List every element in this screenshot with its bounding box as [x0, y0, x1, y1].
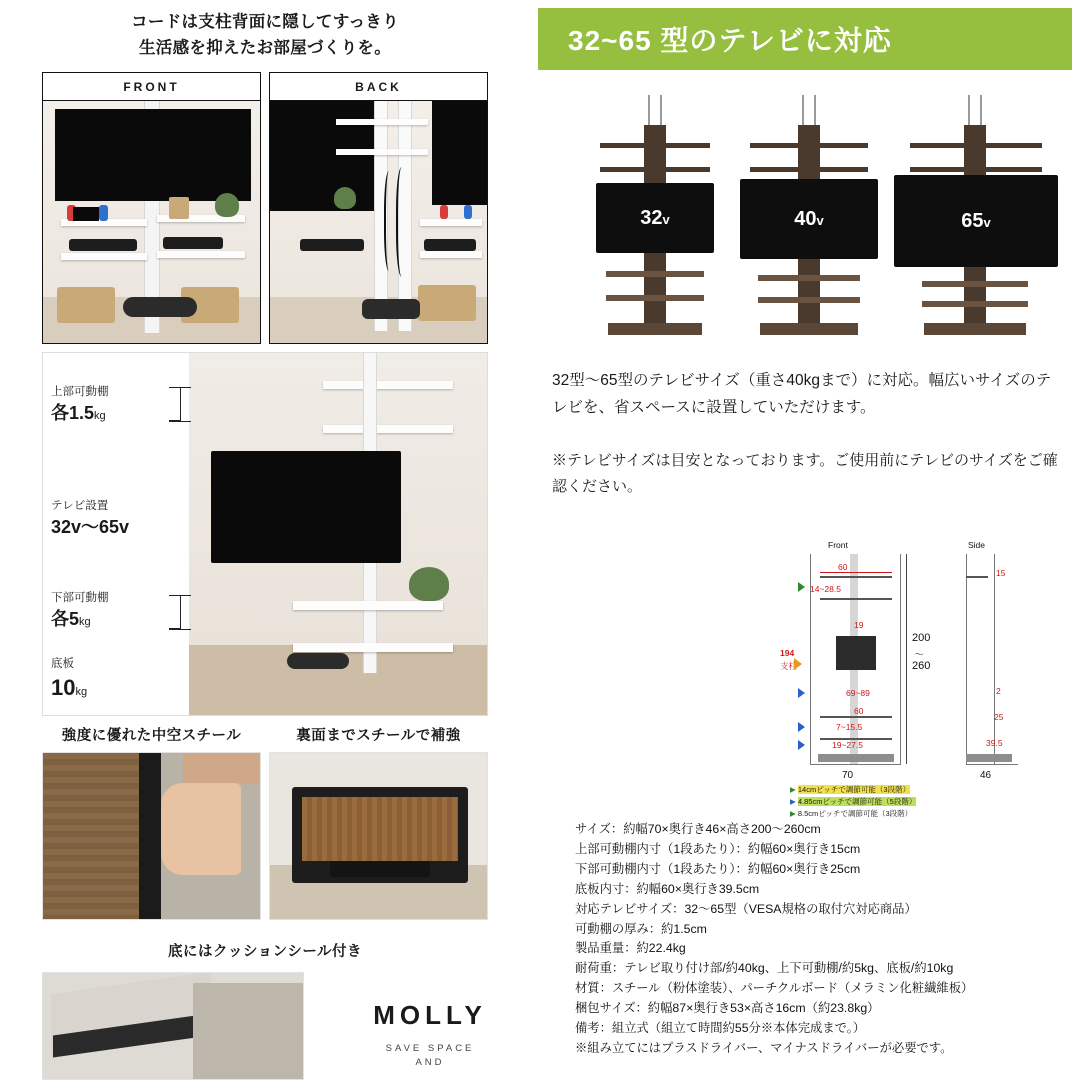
- spec-label-tv: テレビ設置 32v〜65v: [51, 500, 130, 537]
- dim-lower-width: 60: [854, 706, 864, 716]
- steel-left-title: 強度に優れた中空スチール: [61, 728, 242, 744]
- tv-size-label-40: 40v: [794, 207, 824, 230]
- tv-illustration-32: [578, 95, 728, 345]
- dim-height-bottom: 260: [912, 660, 931, 672]
- tv-size-illustrations: [550, 95, 1060, 355]
- cushion-photo: [42, 972, 304, 1080]
- spec-item: 製品重量：約22.4kg: [575, 941, 686, 956]
- back-photo: [270, 101, 487, 343]
- front-photo: [43, 101, 260, 343]
- tv-illustration-40: [728, 95, 888, 345]
- spec-item: 材質：スチール（粉体塗装）、パーチクルボード（メラミン化粧繊維板）: [575, 981, 974, 996]
- dim-base-width: 70: [842, 770, 854, 781]
- cushion-title: 底にはクッションシール付き: [167, 944, 363, 960]
- tv-size-label-32: 32v: [640, 206, 670, 229]
- steel-left: [42, 724, 261, 920]
- compatibility-paragraph: 32型〜65型のテレビサイズ（重さ40kgまで）に対応。幅広いサイズのテレビを、省スペースに設置していただけます。: [552, 372, 1052, 416]
- tv-size-label-65: 65v: [961, 209, 991, 232]
- brand-name: MOLLY: [373, 1000, 487, 1030]
- back-photo-panel: [269, 72, 488, 344]
- steel-right: [269, 724, 488, 920]
- spec-label-lower-shelf: 下部可動棚 各5kg: [51, 592, 109, 629]
- spec-item: 梱包サイズ：約幅87×奥行き53×高さ16cm（約23.8kg）: [575, 1001, 880, 1016]
- steel-right-photo: [269, 752, 488, 920]
- dimension-drawing: [780, 540, 1070, 820]
- spec-item: 下部可動棚内寸（1段あたり）：約幅60×奥行き25cm: [575, 861, 861, 876]
- steel-left-photo: [42, 752, 261, 920]
- dim-lower-19-275: 19~27.5: [832, 740, 863, 750]
- spec-item: 可動棚の厚み：約1.5cm: [575, 921, 707, 936]
- specification-list: [575, 820, 1075, 1059]
- tv-illustration-65: [890, 95, 1062, 345]
- compatibility-banner: [538, 8, 1072, 70]
- spec-item: 対応テレビサイズ：32〜65型（VESA規格の取付穴対応商品）: [575, 901, 917, 916]
- banner-text: 32~65 型のテレビに対応: [568, 25, 892, 56]
- front-photo-panel: [42, 72, 261, 344]
- dim-top-width: 60: [838, 562, 848, 572]
- dim-side-2: 2: [996, 686, 1001, 696]
- dim-side-width: 46: [980, 770, 992, 781]
- legend-item-3: ▶ 8.5cmピッチで調節可能（3段階）: [790, 809, 913, 818]
- left-column: [0, 0, 530, 1080]
- spec-label-base: 底板 10kg: [51, 658, 88, 700]
- dim-lower-7-155: 7~15.5: [836, 722, 863, 732]
- dim-shelf-depth: 14~28.5: [810, 584, 841, 594]
- dim-post-label: 支柱: [780, 661, 798, 671]
- brand-tagline-2: AND: [415, 1057, 445, 1068]
- dim-height-top: 200: [912, 632, 931, 644]
- dim-side-395: 39.5: [986, 738, 1003, 748]
- headline: [0, 0, 530, 61]
- brand-tagline-1: SAVE SPACE: [385, 1043, 475, 1054]
- spec-label-upper-shelf: 上部可動棚 各1.5kg: [51, 386, 109, 423]
- dim-mid-19: 19: [854, 620, 864, 630]
- legend-item-1: ▶ 14cmピッチで調節可能（3段階）: [790, 785, 911, 794]
- legend-item-2: ▶ 4.85cmピッチで調節可能（5段階）: [790, 797, 917, 806]
- spec-item: 耐荷重：テレビ取り付け部/約40kg、上下可動棚/約5kg、底板/約10kg: [575, 961, 954, 976]
- spec-item: ※組み立てにはプラスドライバー、マイナスドライバーが必要です。: [575, 1040, 953, 1055]
- spec-item: 備考：組立式（組立て時間約55分※本体完成まで。）: [575, 1021, 866, 1036]
- back-label: BACK: [270, 73, 487, 101]
- brand-block: [330, 1000, 530, 1068]
- size-note: ※テレビサイズは目安となっております。ご使用前にテレビのサイズをご確認ください。: [552, 452, 1058, 495]
- front-back-photos: [42, 72, 488, 344]
- headline-line-2: 生活感を抑えたお部屋づくりを。: [139, 38, 391, 57]
- spec-diagram-photo: [42, 352, 488, 716]
- drawing-view-side: Side: [968, 540, 986, 550]
- spec-item: 上部可動棚内寸（1段あたり）：約幅60×奥行き15cm: [575, 841, 861, 856]
- steel-right-title: 裏面までスチールで補強: [296, 728, 461, 744]
- dim-post-height: 194: [780, 648, 795, 658]
- steel-section: [42, 724, 488, 924]
- spec-item: 底板内寸：約幅60×奥行き39.5cm: [575, 881, 760, 896]
- drawing-view-front: Front: [828, 540, 848, 550]
- dim-side-25: 25: [994, 712, 1004, 722]
- dim-side-15: 15: [996, 568, 1006, 578]
- front-label: FRONT: [43, 73, 260, 101]
- headline-line-1: コードは支柱背面に隠してすっきり: [131, 13, 399, 31]
- dim-lower-adj: 69~89: [846, 688, 870, 698]
- dim-height-tilde: 〜: [914, 650, 924, 661]
- spec-item: サイズ：約幅70×奥行き46×高さ200〜260cm: [575, 822, 821, 836]
